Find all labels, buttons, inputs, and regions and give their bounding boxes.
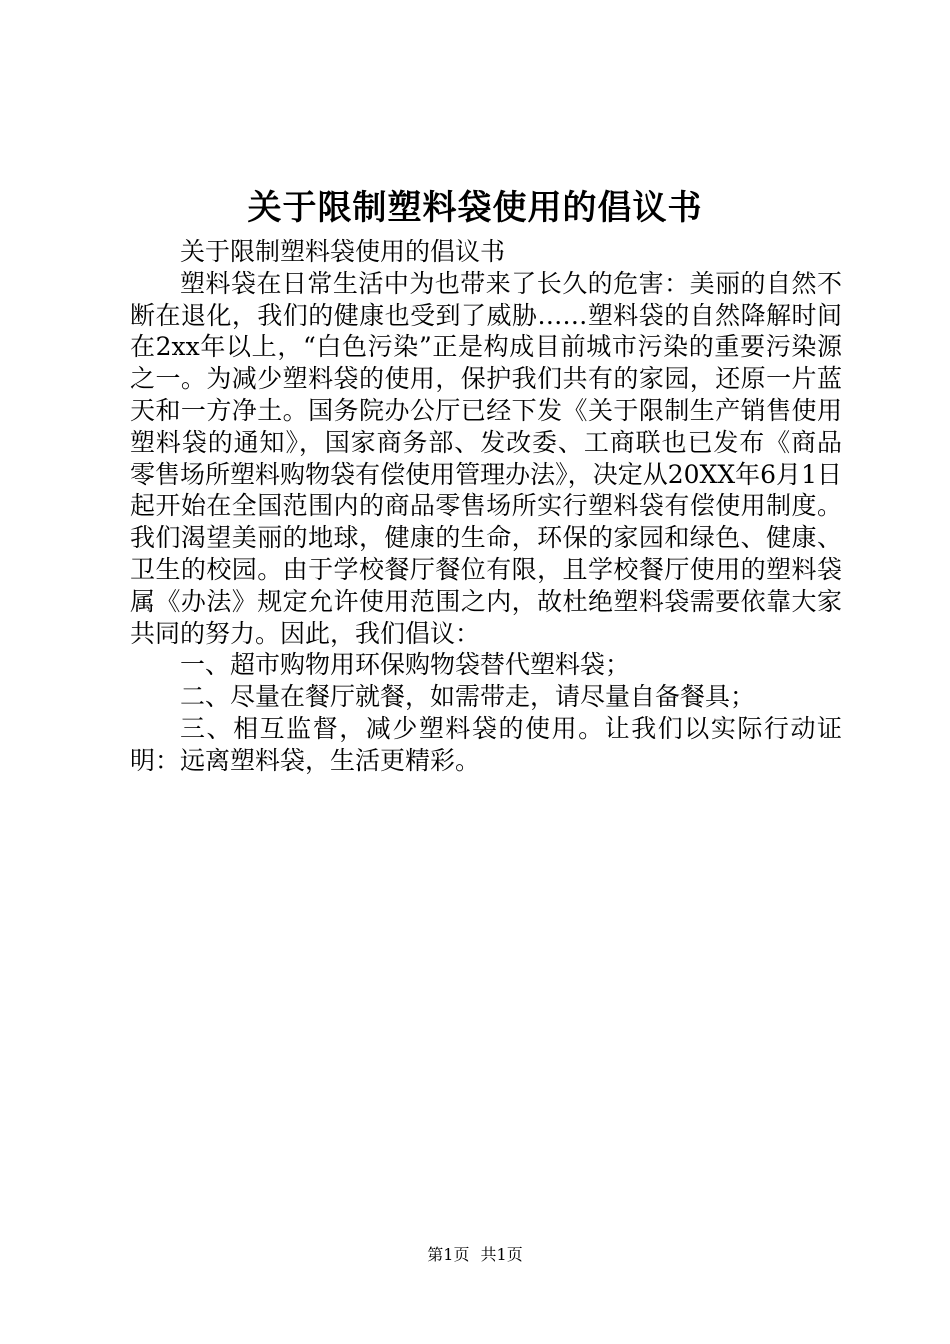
proposal-item-1: 一、超市购物用环保购物袋替代塑料袋；: [180, 650, 631, 680]
main-paragraph: 塑料袋在日常生活中为也带来了长久的危害：美丽的自然不断在退化，我们的健康也受到了威胁……塑料袋的自然降解时间在2xx年以上，“白色污染”正是构成目前城市污染的重要污染源之一。为减少塑料袋的使用，保护我们共有的家园，还原一片蓝天和一方净土。国务院办公厅已经下发《关于限制生产销售使用塑料袋的通知》，国家商务部、发改委、工商联也已发布《商品零售场所塑料购物袋有偿使用管理办法》，决定从20XX年6月1日起开始在全国范围内的商品零售场所实行塑料袋有偿使用制度。我们渴望美丽的地球，健康的生命，环保的家园和绿色、健康、卫生的校园。由于学校餐厅餐位有限，且学校餐厅使用的塑料袋属《办法》规定允许使用范围之内，故杜绝塑料袋需要依靠大家共同的努力。因此，我们倡议：: [130, 268, 842, 648]
document-title: 关于限制塑料袋使用的倡议书: [247, 188, 703, 228]
page-footer: [0, 1243, 950, 1267]
page-count: 共1页: [480, 1245, 523, 1264]
proposal-item-2: 二、尽量在餐厅就餐，如需带走，请尽量自备餐具；: [180, 682, 756, 712]
page-number: 第1页: [427, 1245, 470, 1264]
subtitle-paragraph: 关于限制塑料袋使用的倡议书: [180, 237, 506, 266]
proposal-item-3: 三、相互监督，减少塑料袋的使用。让我们以实际行动证明：远离塑料袋，生活更精彩。: [130, 713, 842, 775]
document-body: [130, 236, 842, 777]
